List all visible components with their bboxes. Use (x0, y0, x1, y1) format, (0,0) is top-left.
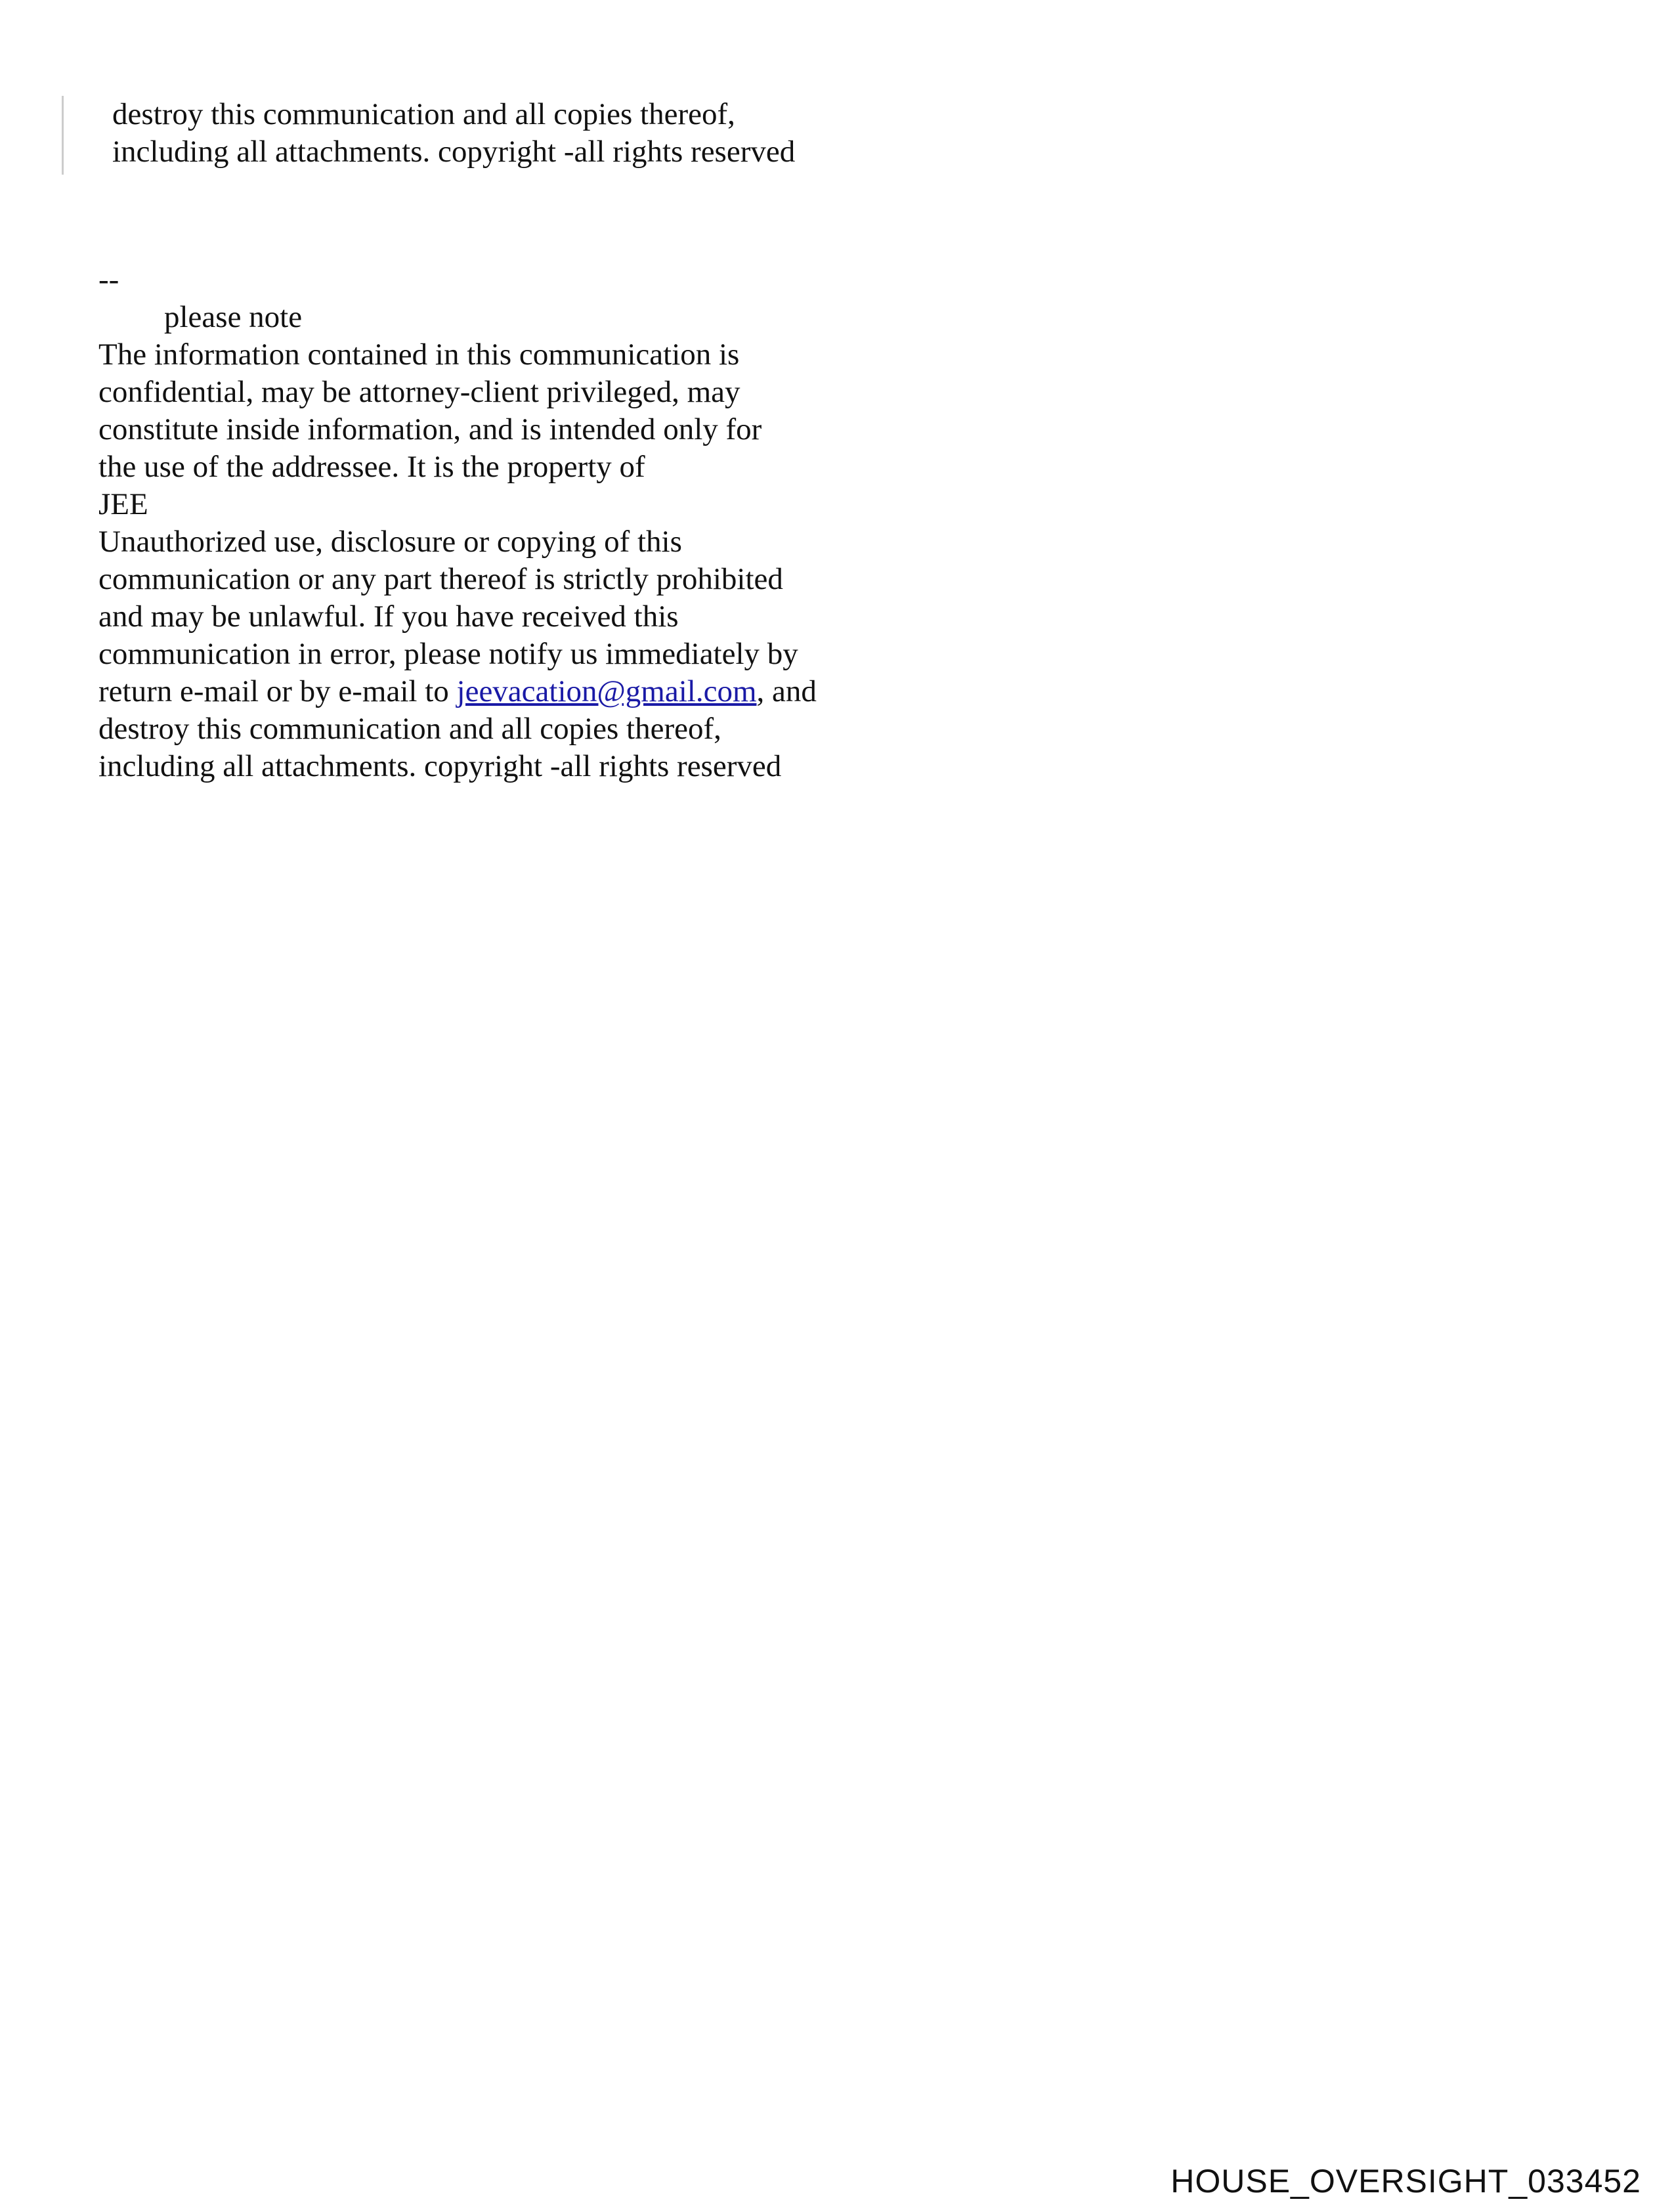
disclaimer-line: communication or any part thereof is strictly prohibited (98, 562, 783, 596)
disclaimer-line: destroy this communication and all copies thereof, (98, 712, 721, 746)
quoted-line: including all attachments. copyright -all rights reserved (112, 135, 796, 169)
disclaimer-line: communication in error, please notify us immediately by (98, 637, 798, 671)
disclaimer-line: confidential, may be attorney-client privileged, may (98, 375, 740, 409)
disclaimer-line: constitute inside information, and is intended only for (98, 412, 762, 446)
bates-number: HOUSE_OVERSIGHT_033452 (1170, 2163, 1641, 2200)
email-link[interactable]: jeevacation@gmail.com (456, 674, 757, 708)
disclaimer-line: The information contained in this communication is (98, 337, 740, 372)
disclaimer-line: the use of the addressee. It is the property of (98, 450, 645, 484)
quoted-line: destroy this communication and all copies thereof, (112, 97, 735, 131)
disclaimer-line-with-email (98, 673, 817, 710)
disclaimer-line: Unauthorized use, disclosure or copying of this (98, 525, 682, 559)
email-signature (98, 261, 817, 785)
disclaimer-line: and may be unlawful. If you have received this (98, 599, 679, 634)
quoted-reply-block (62, 96, 795, 175)
return-suffix: , and (756, 674, 817, 708)
return-prefix: return e-mail or by e-mail to (98, 674, 457, 708)
disclaimer-line: JEE (98, 487, 148, 521)
disclaimer-line: including all attachments. copyright -all rights reserved (98, 749, 782, 783)
signature-separator: -- (98, 263, 119, 297)
please-note-heading: please note (164, 300, 303, 334)
